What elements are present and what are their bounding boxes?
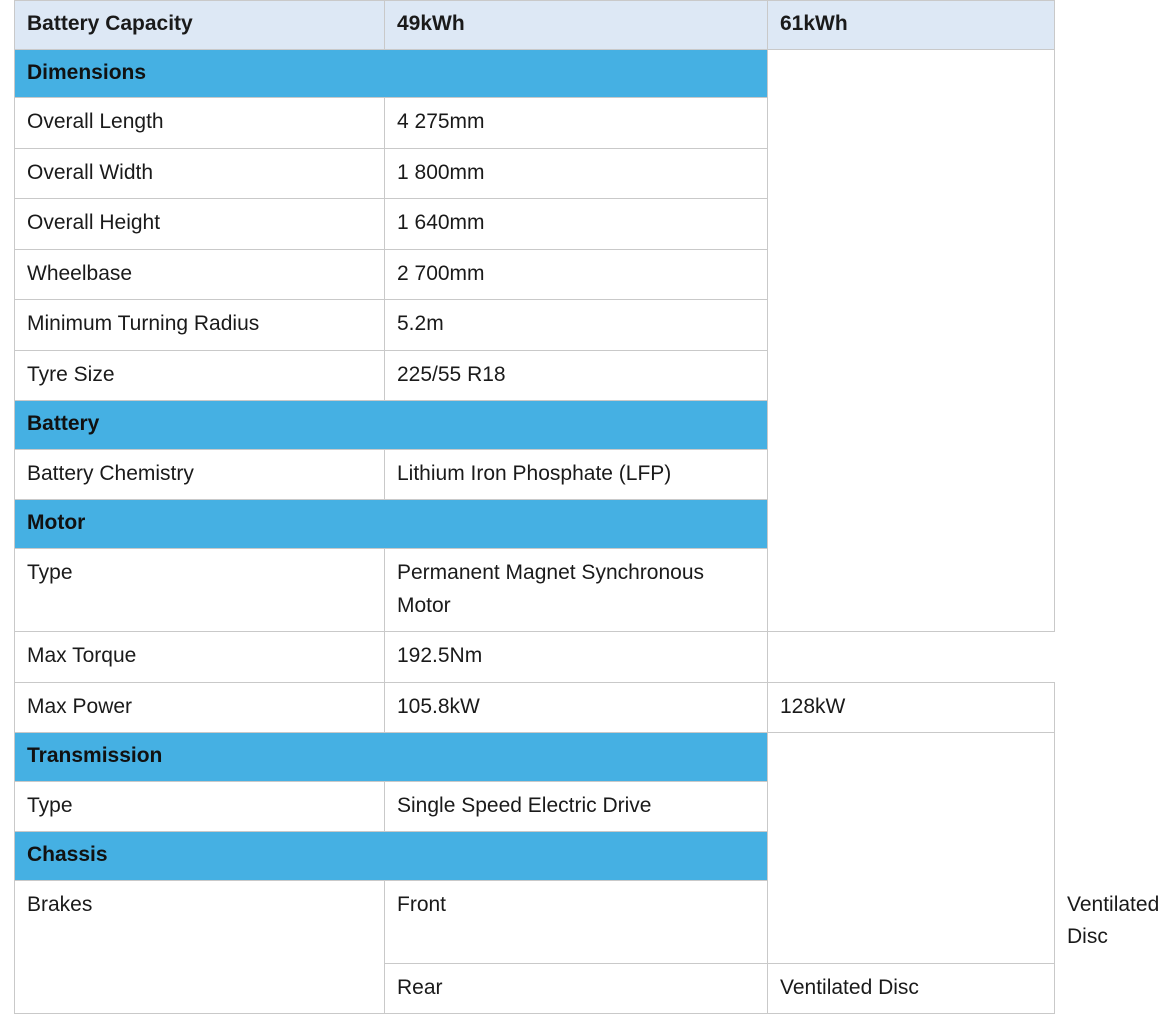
row-value-transmission-type-49kwh: Single Speed Electric Drive <box>385 781 768 832</box>
table-header-row <box>15 1 1055 50</box>
row-value-max-power-61kwh: 128kW <box>768 682 1055 733</box>
spacer-cell-61kwh-lower <box>768 733 1055 964</box>
row-value-tyre-size-49kwh: 225/55 R18 <box>385 350 768 401</box>
column-header-61kwh: 61kWh <box>768 1 1055 50</box>
row-label-overall-width: Overall Width <box>15 148 385 199</box>
section-title-dimensions: Dimensions <box>15 49 768 98</box>
row-value-overall-width-49kwh: 1 800mm <box>385 148 768 199</box>
row-label-motor-type: Type <box>15 549 385 632</box>
row-value-battery-chemistry-49kwh: Lithium Iron Phosphate (LFP) <box>385 449 768 500</box>
row-label-overall-height: Overall Height <box>15 199 385 250</box>
table-row: Brakes Front Ventilated Disc <box>15 880 1055 963</box>
row-value-brakes-rear-61kwh: Ventilated Disc <box>768 963 1055 1014</box>
table-row <box>15 682 1055 733</box>
row-value-brakes-rear-49kwh: Rear <box>385 963 768 1014</box>
section-title-transmission: Transmission <box>15 733 768 782</box>
row-value-wheelbase-49kwh: 2 700mm <box>385 249 768 300</box>
column-header-category: Battery Capacity <box>15 1 385 50</box>
row-label-wheelbase: Wheelbase <box>15 249 385 300</box>
section-title-motor: Motor <box>15 500 768 549</box>
section-row-transmission <box>15 733 1055 782</box>
row-value-max-torque-49kwh: 192.5Nm <box>385 632 768 683</box>
table-row <box>15 632 1055 683</box>
row-label-max-power: Max Power <box>15 682 385 733</box>
row-value-motor-type-49kwh: Permanent Magnet Synchronous Motor <box>385 549 768 632</box>
row-label-minimum-turning-radius: Minimum Turning Radius <box>15 300 385 351</box>
specification-table <box>14 0 1159 1014</box>
row-label-overall-length: Overall Length <box>15 98 385 149</box>
row-value-overall-height-49kwh: 1 640mm <box>385 199 768 250</box>
section-title-chassis: Chassis <box>15 832 768 881</box>
spacer-cell-61kwh-upper <box>768 49 1055 632</box>
row-value-brakes-front-49kwh: Front <box>385 880 768 963</box>
row-label-battery-chemistry: Battery Chemistry <box>15 449 385 500</box>
column-header-49kwh: 49kWh <box>385 1 768 50</box>
section-title-battery: Battery <box>15 401 768 450</box>
row-label-brakes: Brakes <box>15 880 385 1014</box>
row-label-tyre-size: Tyre Size <box>15 350 385 401</box>
row-value-minimum-turning-radius-49kwh: 5.2m <box>385 300 768 351</box>
row-label-transmission-type: Type <box>15 781 385 832</box>
section-row-dimensions <box>15 49 1055 98</box>
row-value-max-power-49kwh: 105.8kW <box>385 682 768 733</box>
row-value-overall-length-49kwh: 4 275mm <box>385 98 768 149</box>
row-label-max-torque: Max Torque <box>15 632 385 683</box>
